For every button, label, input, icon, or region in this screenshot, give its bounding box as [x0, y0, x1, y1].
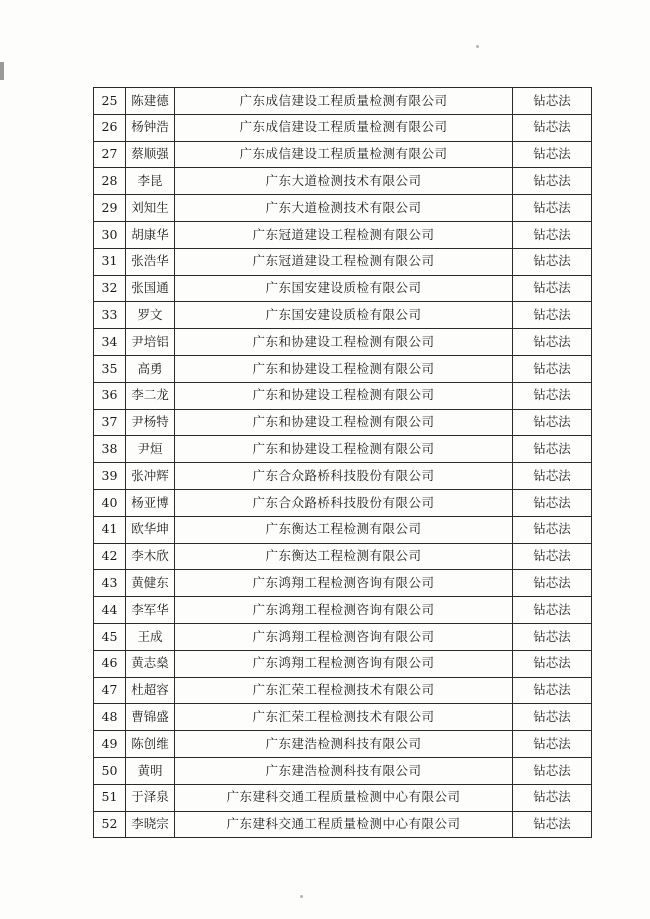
row-number-cell: 25 [94, 88, 126, 115]
table-row [94, 329, 592, 356]
company-name-cell: 广东和协建设工程检测有限公司 [175, 355, 513, 382]
company-name-cell: 广东汇荣工程检测技术有限公司 [175, 677, 513, 704]
person-name-cell: 陈建德 [126, 88, 175, 115]
test-method-cell: 钻芯法 [513, 248, 592, 275]
table-row [94, 489, 592, 516]
company-name-cell: 广东衡达工程检测有限公司 [175, 516, 513, 543]
test-method-cell: 钻芯法 [513, 784, 592, 811]
test-method-cell: 钻芯法 [513, 623, 592, 650]
person-name-cell: 王成 [126, 623, 175, 650]
test-method-cell: 钻芯法 [513, 114, 592, 141]
test-method-cell: 钻芯法 [513, 704, 592, 731]
table-row [94, 302, 592, 329]
test-method-cell: 钻芯法 [513, 221, 592, 248]
person-name-cell: 尹烜 [126, 436, 175, 463]
test-method-cell: 钻芯法 [513, 302, 592, 329]
personnel-table [93, 87, 592, 838]
company-name-cell: 广东衡达工程检测有限公司 [175, 543, 513, 570]
company-name-cell: 广东鸿翔工程检测咨询有限公司 [175, 570, 513, 597]
company-name-cell: 广东冠道建设工程检测有限公司 [175, 221, 513, 248]
person-name-cell: 张冲辉 [126, 463, 175, 490]
row-number-cell: 42 [94, 543, 126, 570]
test-method-cell: 钻芯法 [513, 650, 592, 677]
company-name-cell: 广东和协建设工程检测有限公司 [175, 409, 513, 436]
person-name-cell: 李昆 [126, 168, 175, 195]
person-name-cell: 李二龙 [126, 382, 175, 409]
test-method-cell: 钻芯法 [513, 275, 592, 302]
person-name-cell: 黄明 [126, 757, 175, 784]
person-name-cell: 杨亚博 [126, 489, 175, 516]
person-name-cell: 黄志燊 [126, 650, 175, 677]
scan-speck [476, 45, 479, 48]
company-name-cell: 广东国安建设质检有限公司 [175, 275, 513, 302]
row-number-cell: 33 [94, 302, 126, 329]
company-name-cell: 广东和协建设工程检测有限公司 [175, 436, 513, 463]
company-name-cell: 广东鸿翔工程检测咨询有限公司 [175, 597, 513, 624]
company-name-cell: 广东冠道建设工程检测有限公司 [175, 248, 513, 275]
row-number-cell: 44 [94, 597, 126, 624]
test-method-cell: 钻芯法 [513, 355, 592, 382]
test-method-cell: 钻芯法 [513, 811, 592, 838]
table-row [94, 195, 592, 222]
table-row [94, 623, 592, 650]
test-method-cell: 钻芯法 [513, 516, 592, 543]
table-row [94, 88, 592, 115]
company-name-cell: 广东大道检测技术有限公司 [175, 168, 513, 195]
row-number-cell: 35 [94, 355, 126, 382]
company-name-cell: 广东成信建设工程质量检测有限公司 [175, 88, 513, 115]
person-name-cell: 尹杨特 [126, 409, 175, 436]
test-method-cell: 钻芯法 [513, 570, 592, 597]
row-number-cell: 28 [94, 168, 126, 195]
company-name-cell: 广东建浩检测科技有限公司 [175, 731, 513, 758]
table-row [94, 114, 592, 141]
row-number-cell: 27 [94, 141, 126, 168]
person-name-cell: 蔡顺强 [126, 141, 175, 168]
test-method-cell: 钻芯法 [513, 731, 592, 758]
row-number-cell: 26 [94, 114, 126, 141]
company-name-cell: 广东合众路桥科技股份有限公司 [175, 463, 513, 490]
person-name-cell: 尹培铝 [126, 329, 175, 356]
row-number-cell: 31 [94, 248, 126, 275]
table-row [94, 355, 592, 382]
test-method-cell: 钻芯法 [513, 195, 592, 222]
row-number-cell: 51 [94, 784, 126, 811]
person-name-cell: 张浩华 [126, 248, 175, 275]
scan-edge-mark [0, 62, 4, 80]
table-row [94, 543, 592, 570]
table-row [94, 409, 592, 436]
table-row [94, 436, 592, 463]
row-number-cell: 49 [94, 731, 126, 758]
company-name-cell: 广东成信建设工程质量检测有限公司 [175, 141, 513, 168]
table-row [94, 704, 592, 731]
person-name-cell: 罗文 [126, 302, 175, 329]
table-row [94, 597, 592, 624]
person-name-cell: 陈创维 [126, 731, 175, 758]
table-row [94, 650, 592, 677]
scan-speck [300, 895, 303, 898]
person-name-cell: 杜超容 [126, 677, 175, 704]
table-row [94, 811, 592, 838]
row-number-cell: 47 [94, 677, 126, 704]
row-number-cell: 52 [94, 811, 126, 838]
company-name-cell: 广东大道检测技术有限公司 [175, 195, 513, 222]
company-name-cell: 广东建科交通工程质量检测中心有限公司 [175, 811, 513, 838]
company-name-cell: 广东成信建设工程质量检测有限公司 [175, 114, 513, 141]
person-name-cell: 李木欣 [126, 543, 175, 570]
company-name-cell: 广东和协建设工程检测有限公司 [175, 382, 513, 409]
row-number-cell: 36 [94, 382, 126, 409]
test-method-cell: 钻芯法 [513, 141, 592, 168]
table-row [94, 784, 592, 811]
person-name-cell: 曹锦盛 [126, 704, 175, 731]
table-row [94, 570, 592, 597]
company-name-cell: 广东建科交通工程质量检测中心有限公司 [175, 784, 513, 811]
row-number-cell: 30 [94, 221, 126, 248]
table-row [94, 221, 592, 248]
table-row [94, 677, 592, 704]
table-row [94, 463, 592, 490]
row-number-cell: 46 [94, 650, 126, 677]
company-name-cell: 广东汇荣工程检测技术有限公司 [175, 704, 513, 731]
row-number-cell: 38 [94, 436, 126, 463]
row-number-cell: 37 [94, 409, 126, 436]
table-row [94, 141, 592, 168]
test-method-cell: 钻芯法 [513, 88, 592, 115]
test-method-cell: 钻芯法 [513, 489, 592, 516]
person-name-cell: 张国通 [126, 275, 175, 302]
row-number-cell: 48 [94, 704, 126, 731]
person-name-cell: 李晓宗 [126, 811, 175, 838]
test-method-cell: 钻芯法 [513, 757, 592, 784]
table-row [94, 382, 592, 409]
personnel-table-body [94, 88, 592, 838]
table-row [94, 757, 592, 784]
row-number-cell: 50 [94, 757, 126, 784]
test-method-cell: 钻芯法 [513, 329, 592, 356]
table-row [94, 248, 592, 275]
table-row [94, 168, 592, 195]
person-name-cell: 胡康华 [126, 221, 175, 248]
row-number-cell: 40 [94, 489, 126, 516]
company-name-cell: 广东鸿翔工程检测咨询有限公司 [175, 623, 513, 650]
row-number-cell: 45 [94, 623, 126, 650]
company-name-cell: 广东和协建设工程检测有限公司 [175, 329, 513, 356]
person-name-cell: 欧华坤 [126, 516, 175, 543]
table-row [94, 275, 592, 302]
row-number-cell: 43 [94, 570, 126, 597]
test-method-cell: 钻芯法 [513, 436, 592, 463]
table-row [94, 731, 592, 758]
person-name-cell: 杨钟浩 [126, 114, 175, 141]
person-name-cell: 高勇 [126, 355, 175, 382]
company-name-cell: 广东鸿翔工程检测咨询有限公司 [175, 650, 513, 677]
row-number-cell: 29 [94, 195, 126, 222]
table-row [94, 516, 592, 543]
test-method-cell: 钻芯法 [513, 677, 592, 704]
person-name-cell: 刘知生 [126, 195, 175, 222]
company-name-cell: 广东建浩检测科技有限公司 [175, 757, 513, 784]
test-method-cell: 钻芯法 [513, 409, 592, 436]
person-name-cell: 黄健东 [126, 570, 175, 597]
test-method-cell: 钻芯法 [513, 168, 592, 195]
test-method-cell: 钻芯法 [513, 543, 592, 570]
person-name-cell: 李军华 [126, 597, 175, 624]
row-number-cell: 34 [94, 329, 126, 356]
row-number-cell: 32 [94, 275, 126, 302]
test-method-cell: 钻芯法 [513, 382, 592, 409]
row-number-cell: 41 [94, 516, 126, 543]
test-method-cell: 钻芯法 [513, 597, 592, 624]
company-name-cell: 广东合众路桥科技股份有限公司 [175, 489, 513, 516]
person-name-cell: 于泽泉 [126, 784, 175, 811]
test-method-cell: 钻芯法 [513, 463, 592, 490]
row-number-cell: 39 [94, 463, 126, 490]
company-name-cell: 广东国安建设质检有限公司 [175, 302, 513, 329]
